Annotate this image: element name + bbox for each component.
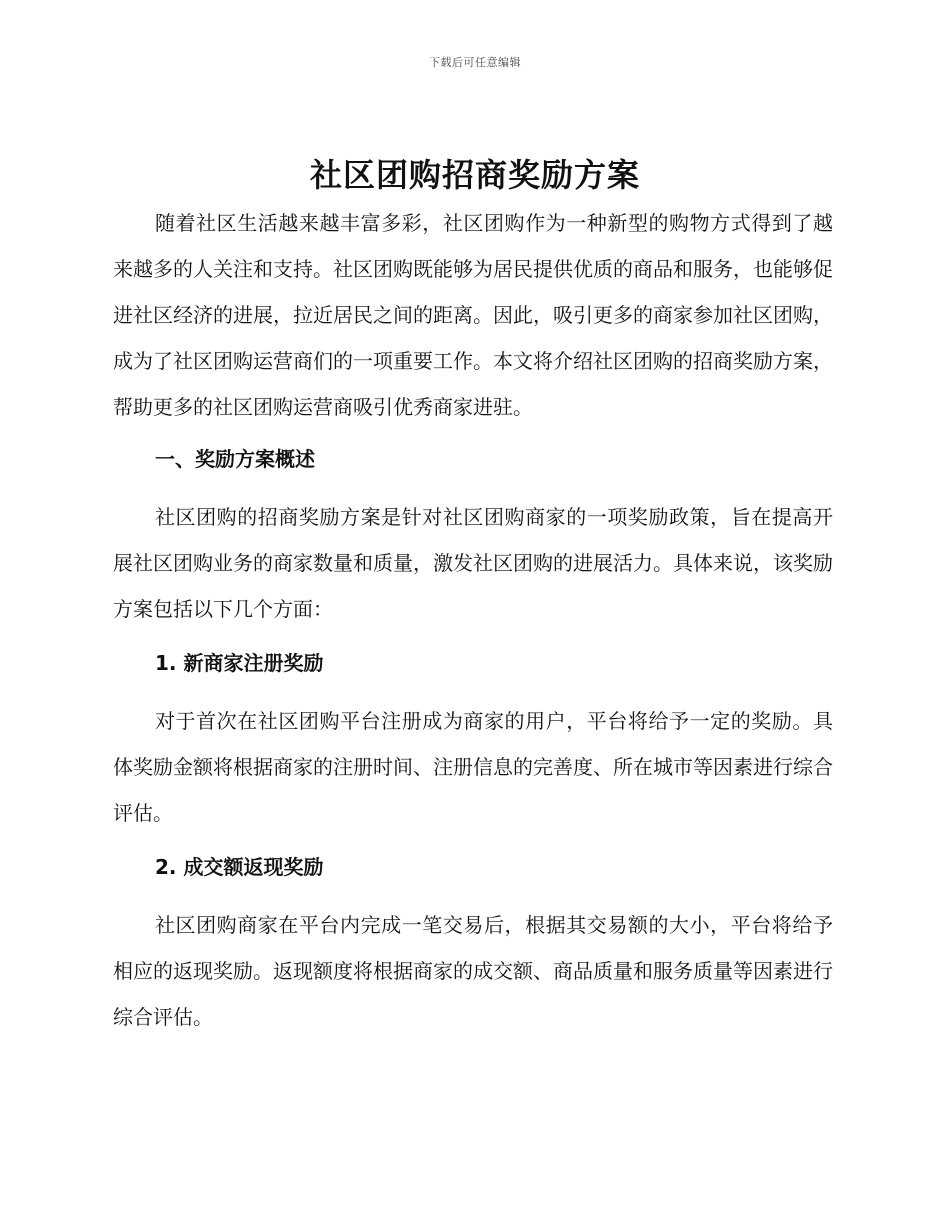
intro-paragraph: 随着社区生活越来越丰富多彩，社区团购作为一种新型的购物方式得到了越来越多的人关注和支持。社区团购既能够为居民提供优质的商品和服务，也能够促进社区经济的进展，拉近居民之间的距离。因此，吸引更多的商家参加社区团购，成为了社区团购运营商们的一项重要工作。本文将介绍社区团购的招商奖励方案，帮助更多的社区团购运营商吸引优秀商家进驻。 [113, 211, 833, 419]
item-heading-cashback: 2. 成交额返现奖励 [155, 855, 324, 879]
cashback-paragraph: 社区团购商家在平台内完成一笔交易后，根据其交易额的大小，平台将给予相应的返现奖励。返现额度将根据商家的成交额、商品质量和服务质量等因素进行综合评估。 [113, 913, 833, 1029]
overview-paragraph: 社区团购的招商奖励方案是针对社区团购商家的一项奖励政策，旨在提高开展社区团购业务的商家数量和质量，激发社区团购的进展活力。具体来说，该奖励方案包括以下几个方面： [113, 505, 833, 621]
item-heading-new-merchant: 1. 新商家注册奖励 [155, 651, 324, 675]
page-title: 社区团购招商奖励方案 [309, 156, 640, 194]
new-merchant-paragraph: 对于首次在社区团购平台注册成为商家的用户，平台将给予一定的奖励。具体奖励金额将根据商家的注册时间、注册信息的完善度、所在城市等因素进行综合评估。 [113, 709, 833, 825]
header-note: 下载后可任意编辑 [429, 56, 521, 69]
intro-block [113, 200, 833, 430]
cashback-block [113, 902, 833, 1040]
new-merchant-block [113, 698, 833, 836]
overview-block [113, 494, 833, 632]
section-heading-overview: 一、奖励方案概述 [155, 447, 315, 471]
